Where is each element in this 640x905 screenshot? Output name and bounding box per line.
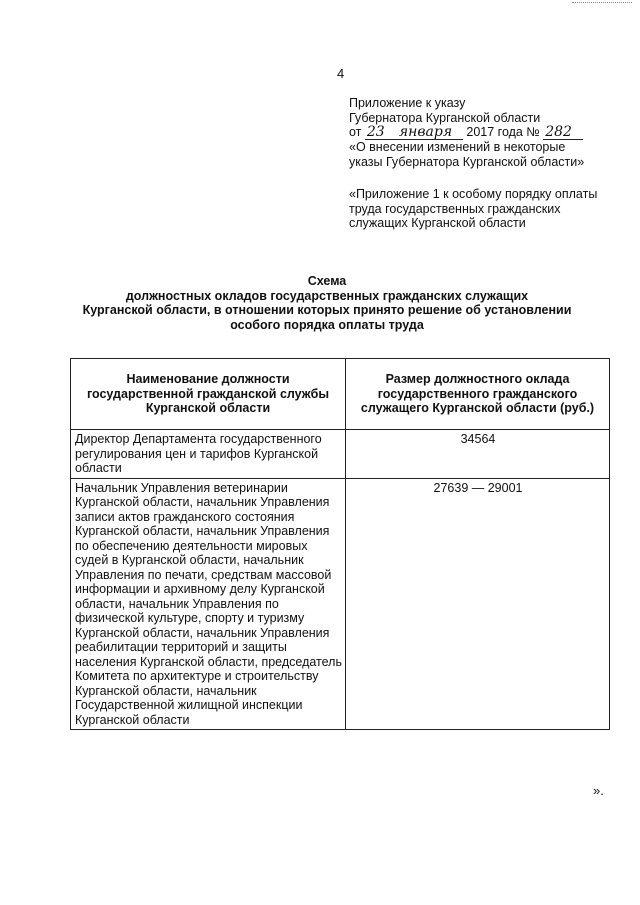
header-salary: Размер должностного оклада государственного гражданского служащего Курганской области (руб.) xyxy=(346,359,610,430)
annex-1-line-1: «Приложение 1 к особому порядку оплаты xyxy=(349,187,598,201)
annex-1-line-2: труда государственных гражданских xyxy=(349,201,561,216)
heading-line-3: Курганской области, в отношении которых принято решение об установлении xyxy=(82,303,572,317)
handwritten-order-number: 282 xyxy=(543,126,583,140)
salary-cell: 27639 — 29001 xyxy=(346,478,610,730)
table-header-row xyxy=(71,359,610,430)
closing-quote: ». xyxy=(593,783,604,798)
salary-table xyxy=(70,358,610,730)
from-prefix: от xyxy=(349,125,362,139)
salary-cell: 34564 xyxy=(346,430,610,479)
position-cell: Начальник Управления ветеринарии Курганской области, начальник Управления записи актов гражданского состояния Курганской области, начальник Управления по обеспечению деятельности мировых судей в Курганской области, начальник Управления по печати, средствам массовой информации и архивному делу Курганской области, начальник Управления по физической культуре, спорту и туризму Курганской области, начальник Управления реабилитации территорий и защиты населения Курганской области, председатель Комитета по архитектуре и строительству Курганской области, начальник Государственной жилищной инспекции Курганской области xyxy=(71,478,346,730)
table-row xyxy=(71,430,610,479)
page-number: 4 xyxy=(337,66,345,81)
appendix-date-line xyxy=(349,125,609,140)
heading-line-2: должностных окладов государственных гражданских служащих xyxy=(125,288,529,303)
header-position: Наименование должности государственной гражданской службы Курганской области xyxy=(71,359,346,430)
handwritten-day: 23 xyxy=(365,126,397,140)
annex-1-block xyxy=(349,187,619,231)
appendix-block xyxy=(349,96,609,169)
year-text: 2017 года № xyxy=(466,125,540,139)
annex-1-line-3: служащих Курганской области xyxy=(349,216,526,230)
heading-line-4: особого порядка оплаты труда xyxy=(230,317,424,332)
appendix-line-2: Губернатора Курганской области xyxy=(349,110,541,125)
scan-corner-mark xyxy=(572,2,632,5)
heading-title: Схема xyxy=(307,274,347,288)
document-heading xyxy=(80,274,574,332)
handwritten-month: января xyxy=(397,126,463,140)
table-row xyxy=(71,478,610,730)
appendix-line-5: указы Губернатора Курганской области» xyxy=(349,154,585,169)
appendix-line-1: Приложение к указу xyxy=(349,96,466,110)
appendix-line-4: «О внесении изменений в некоторые xyxy=(349,140,566,154)
position-cell: Директор Департамента государственного регулирования цен и тарифов Курганской области xyxy=(71,430,346,479)
